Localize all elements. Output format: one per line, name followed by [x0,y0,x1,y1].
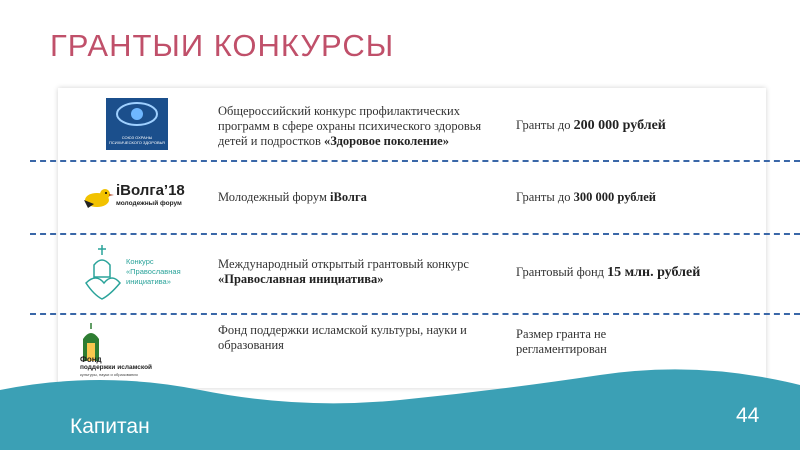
islamic-logo-line2: поддержки исламской [80,364,153,371]
orthodox-logo-line1: Конкурс [126,257,154,266]
grant-amount: Грантовый фонд 15 млн. рублей [516,265,701,280]
logo-caption: СОЮЗ ОХРАНЫ ПСИХИЧЕСКОГО ЗДОРОВЬЯ [109,135,165,145]
eye-emblem-icon [106,98,168,130]
contest-description: Фонд поддержки исламской культуры, науки и образования [218,323,467,352]
list-item [58,235,766,311]
list-item [58,88,766,160]
contest-description: Молодежный форум iВолга [218,190,367,204]
orthodox-logo-line3: инициатива» [126,277,171,286]
contest-description: Международный открытый грантовый конкурс «Православная инициатива» [218,257,469,286]
church-dove-icon [80,243,124,303]
contest-description: Общероссийский конкурс профилактических программ в сфере охраны психического здоровья детей и подростков «Здоровое поколение» [218,104,482,148]
grant-amount: Гранты до 300 000 рублей [516,190,656,204]
grant-amount: Размер гранта не регламентирован [516,327,607,356]
ivolga-logo-subtitle: молодежный форум [116,200,182,207]
islamic-logo-line3: культуры, науки и образования [80,372,138,377]
oriole-bird-icon [80,184,114,212]
ivolga-logo-title: iВолга’18 [116,182,185,199]
islamic-logo-line1: Фонд [80,355,102,364]
list-item [58,162,766,232]
footer-brand: Капитан [70,415,150,438]
ivolga-logo [80,182,200,214]
page-title: ГРАНТЫИ КОНКУРСЫ [50,28,395,63]
mental-health-union-logo [106,98,168,150]
orthodox-logo-line2: «Православная [126,267,181,276]
grant-amount: Гранты до 200 000 рублей [516,118,666,133]
grants-table [58,88,766,388]
orthodox-initiative-logo [80,243,200,303]
page-number: 44 [736,404,760,427]
